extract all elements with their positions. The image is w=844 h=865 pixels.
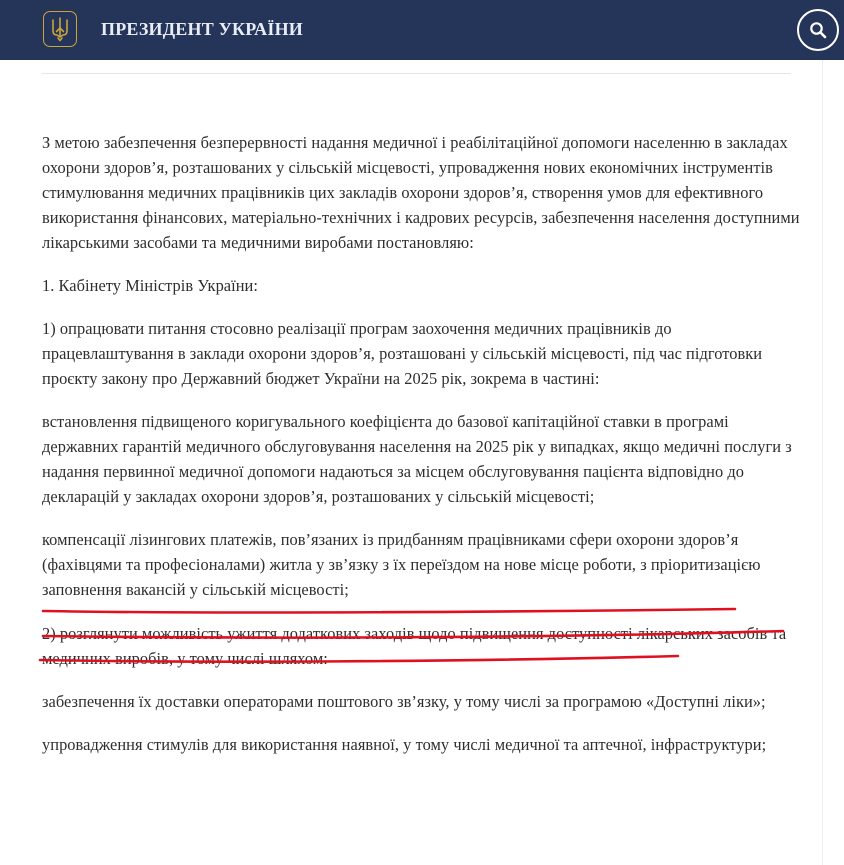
trident-icon[interactable] (43, 11, 77, 47)
article-body (42, 130, 802, 757)
site-header (0, 0, 844, 60)
content-divider (42, 73, 791, 74)
sidebar-rule (822, 60, 823, 865)
paragraph-item-1-1: 1) опрацювати питання стосовно реалізації програм заохочення медичних працівників до працевлаштування в заклади охорони здоров’я, розташовані у сільській місцевості, під час підготовки проєкту закону про Державний бюджет України на 2025 рік, зокрема в частині: (42, 319, 763, 388)
paragraph-preamble: З метою забезпечення безперервності надання медичної і реабілітаційної допомоги населенню в закладах охорони здоров’я, розташованих у сільській місцевості, упровадження нових економічних інструментів стимулювання медичних працівників цих закладів охорони здоров’я, створення умов для ефективного використання фінансових, матеріально-технічних і кадрових ресурсів, забезпечення населення доступними лікарськими засобами та медичними виробами постановляю: (42, 133, 800, 252)
paragraph-leasing-highlighted: компенсації лізингових платежів, пов’язаних із придбанням працівниками сфери охорони здоров’я (фахівцями та професіоналами) житла у зв’язку з їх переїздом на нове місце роботи, з пріоритизацією заповнення вакансій у сільській місцевості; (42, 530, 761, 599)
paragraph-item-1: 1. Кабінету Міністрів України: (42, 276, 258, 295)
site-title[interactable]: ПРЕЗИДЕНТ УКРАЇНИ (101, 19, 303, 39)
search-button[interactable] (797, 9, 839, 51)
search-icon (809, 21, 827, 39)
paragraph-infrastructure: упровадження стимулів для використання наявної, у тому числі медичної та аптечної, інфраструктури; (42, 735, 767, 754)
paragraph-delivery: забезпечення їх доставки операторами поштового зв’язку, у тому числі за програмою «Доступні ліки»; (42, 692, 766, 711)
paragraph-item-1-2: 2) розглянути можливість ужиття додаткових заходів щодо підвищення доступності лікарських засобів та медичних виробів, у тому числі шляхом: (42, 624, 787, 668)
paragraph-coefficient: встановлення підвищеного коригувального коефіцієнта до базової капітаційної ставки в програмі державних гарантій медичного обслуговування населення на 2025 рік у випадках, якщо медичні послуги з надання первинної медичної допомоги надаються за місцем обслуговування пацієнта відповідно до декларацій у закладах охорони здоров’я, розташованих у сільській місцевості; (42, 412, 792, 506)
